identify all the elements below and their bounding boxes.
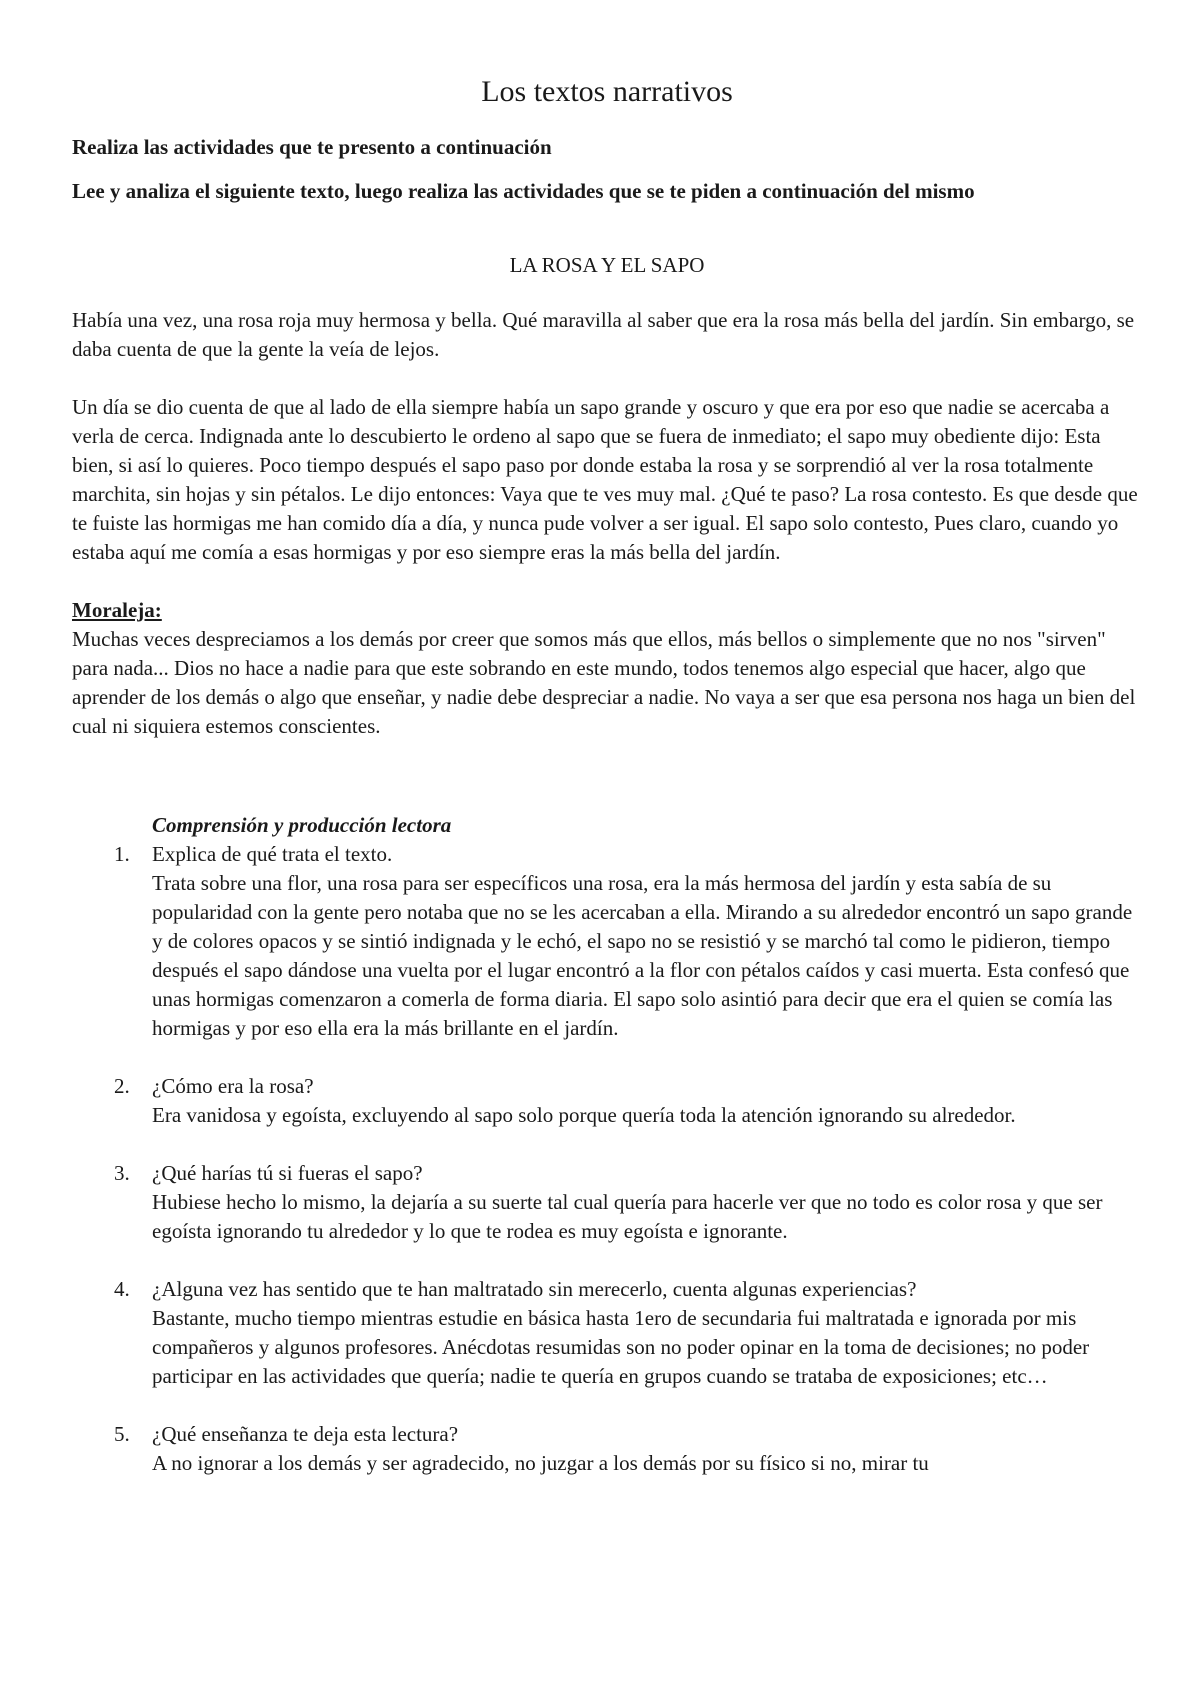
- question-item-5: [72, 1420, 1142, 1478]
- document-subtitle: Realiza las actividades que te presento a continuación: [72, 135, 552, 159]
- answer-text: Hubiese hecho lo mismo, la dejaría a su suerte tal cual quería para hacerle ver que no todo es color rosa y que ser egoísta ignorando tu alrededor y lo que te rodea es muy egoísta e ignorante.: [152, 1190, 1103, 1243]
- story-paragraph-2: Un día se dio cuenta de que al lado de ella siempre había un sapo grande y oscuro y que era por eso que nadie se acercaba a verla de cerca. Indignada ante lo descubierto le ordeno al sapo que se fuera de inmediato; el sapo muy obediente dijo: Esta bien, si así lo quieres. Poco tiempo después el sapo paso por donde estaba la rosa y se sorprendió al ver la rosa totalmente marchita, sin hojas y sin pétalos. Le dijo entonces: Vaya que te ves muy mal. ¿Qué te paso? La rosa contesto. Es que desde que te fuiste las hormigas me han comido día a día, y nunca pude volver a ser igual. El sapo solo contesto, Pues claro, cuando yo estaba aquí me comía a esas hormigas y por eso siempre eras la más bella del jardín.: [72, 395, 1138, 564]
- question-number: 2.: [114, 1074, 130, 1098]
- question-text: ¿Qué harías tú si fueras el sapo?: [152, 1161, 423, 1185]
- document-title: Los textos narrativos: [481, 75, 733, 108]
- document-instruction: Lee y analiza el siguiente texto, luego realiza las actividades que se te piden a continuación del mismo: [72, 179, 975, 203]
- question-item-4: [72, 1275, 1142, 1391]
- document-page: [72, 70, 1142, 1478]
- answer-text: Bastante, mucho tiempo mientras estudie en básica hasta 1ero de secundaria fui maltratada e ignorada por mis compañeros y algunos profesores. Anécdotas resumidas son no poder opinar en la toma de decisiones; no poder participar en las actividades que quería; nadie te quería en grupos cuando se trataba de exposiciones; etc…: [152, 1306, 1090, 1388]
- question-number: 4.: [114, 1277, 130, 1301]
- story-paragraph-1: Había una vez, una rosa roja muy hermosa y bella. Qué maravilla al saber que era la rosa más bella del jardín. Sin embargo, se daba cuenta de que la gente la veía de lejos.: [72, 308, 1135, 361]
- moral-label: Moraleja:: [72, 598, 162, 622]
- answer-text: Era vanidosa y egoísta, excluyendo al sapo solo porque quería toda la atención ignorando su alrededor.: [152, 1103, 1016, 1127]
- question-number: 1.: [114, 842, 130, 866]
- answer-text: Trata sobre una flor, una rosa para ser específicos una rosa, era la más hermosa del jardín y esta sabía de su popularidad con la gente pero notaba que no se les acercaban a ella. Mirando a su alrededor encontró un sapo grande y de colores opacos y se sintió indignada y le echó, el sapo no se resistió y se marchó tal como le pidieron, tiempo después el sapo dándose una vuelta por el lugar encontró a la flor con pétalos caídos y casi muerta. Esta confesó que unas hormigas comenzaron a comerla de forma diaria. El sapo solo asintió para decir que era el quien se comía las hormigas y por eso ella era la más brillante en el jardín.: [152, 871, 1133, 1040]
- question-text: Explica de qué trata el texto.: [152, 842, 393, 866]
- question-item-1: [72, 840, 1142, 1043]
- moral-text: Muchas veces despreciamos a los demás por creer que somos más que ellos, más bellos o simplemente que no nos "sirven" para nada... Dios no hace a nadie para que este sobrando en este mundo, todos tenemos algo especial que hacer, algo que aprender de los demás o algo que enseñar, y nadie debe despreciar a nadie. No vaya a ser que esa persona nos haga un bien del cual ni siquiera estemos conscientes.: [72, 627, 1136, 738]
- question-list: [72, 840, 1142, 1478]
- answer-text: A no ignorar a los demás y ser agradecido, no juzgar a los demás por su físico si no, mirar tu: [152, 1451, 929, 1475]
- story-title: LA ROSA Y EL SAPO: [509, 253, 705, 277]
- question-number: 3.: [114, 1161, 130, 1185]
- question-text: ¿Alguna vez has sentido que te han maltratado sin merecerlo, cuenta algunas experiencias?: [152, 1277, 917, 1301]
- question-text: ¿Qué enseñanza te deja esta lectura?: [152, 1422, 459, 1446]
- question-item-2: [72, 1072, 1142, 1130]
- question-number: 5.: [114, 1422, 130, 1446]
- question-item-3: [72, 1159, 1142, 1246]
- question-text: ¿Cómo era la rosa?: [152, 1074, 314, 1098]
- section-heading: Comprensión y producción lectora: [152, 813, 452, 837]
